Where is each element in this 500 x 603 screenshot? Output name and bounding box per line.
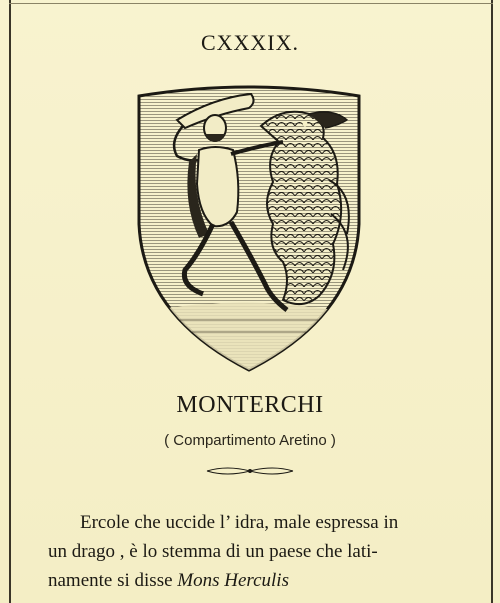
decorative-divider-icon <box>205 463 295 479</box>
left-border-rule <box>9 0 11 603</box>
coat-of-arms-illustration <box>133 84 365 374</box>
place-subtitle: ( Compartimento Aretino ) <box>164 432 336 449</box>
description-line <box>48 566 464 595</box>
description-line: un drago , è lo stemma di un paese che lati- <box>48 541 378 562</box>
description-line-text: namente si disse <box>48 570 178 591</box>
right-border-rule <box>491 0 493 603</box>
plate-numeral: CXXXIX. <box>200 30 300 55</box>
description-paragraph <box>48 508 464 595</box>
coat-of-arms <box>133 84 365 374</box>
place-title: MONTERCHI <box>176 392 324 418</box>
latin-name: Mons Herculis <box>177 570 289 591</box>
description-line: Ercole che uccide l’ idra, male espressa in <box>80 512 399 533</box>
top-border-rule <box>9 3 493 4</box>
